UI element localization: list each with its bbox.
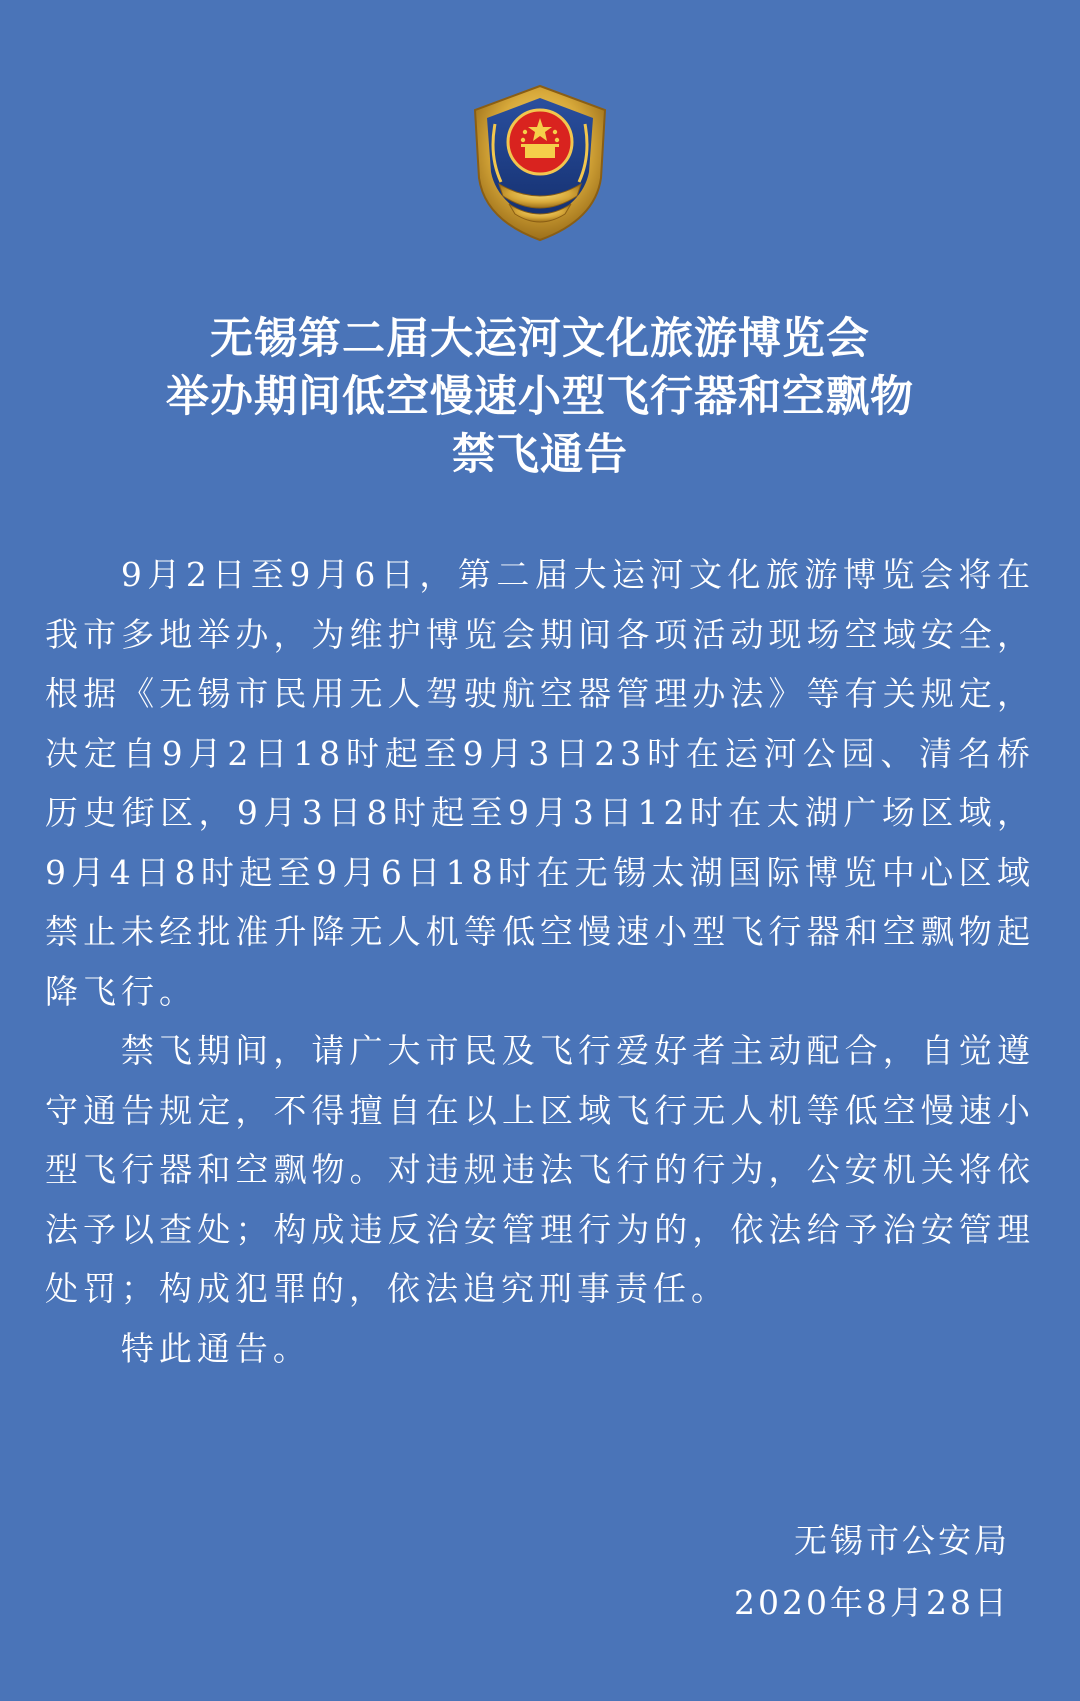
police-badge-icon: [455, 80, 625, 250]
title-line-1: 无锡第二届大运河文化旅游博览会: [210, 314, 870, 364]
notice-title: [40, 310, 1040, 484]
body-paragraph-1: 9月2日至9月6日，第二届大运河文化旅游博览会将在我市多地举办，为维护博览会期间各项活动现场空域安全，根据《无锡市民用无人驾驶航空器管理办法》等有关规定，决定自9月2日18时起至9月3日23时在运河公园、清名桥历史街区，9月3日8时起至9月3日12时在太湖广场区域，9月4日8时起至9月6日18时在无锡太湖国际博览中心区域禁止未经批准升降无人机等低空慢速小型飞行器和空飘物起降飞行。: [45, 555, 1035, 1011]
notice-body: [45, 545, 1035, 1378]
title-line-2: 举办期间低空慢速小型飞行器和空飘物: [166, 372, 914, 422]
signature-block: [734, 1510, 1010, 1634]
issue-date: 2020年8月28日: [734, 1583, 1010, 1622]
issuer-name: 无锡市公安局: [794, 1521, 1010, 1560]
title-line-3: 禁飞通告: [452, 430, 628, 480]
body-paragraph-3: 特此通告。: [120, 1328, 311, 1368]
body-paragraph-2: 禁飞期间，请广大市民及飞行爱好者主动配合，自觉遵守通告规定，不得擅自在以上区域飞行无人机等低空慢速小型飞行器和空飘物。对违规违法飞行的行为，公安机关将依法予以查处；构成违反治安管理行为的，依法给予治安管理处罚；构成犯罪的，依法追究刑事责任。: [45, 1031, 1035, 1308]
